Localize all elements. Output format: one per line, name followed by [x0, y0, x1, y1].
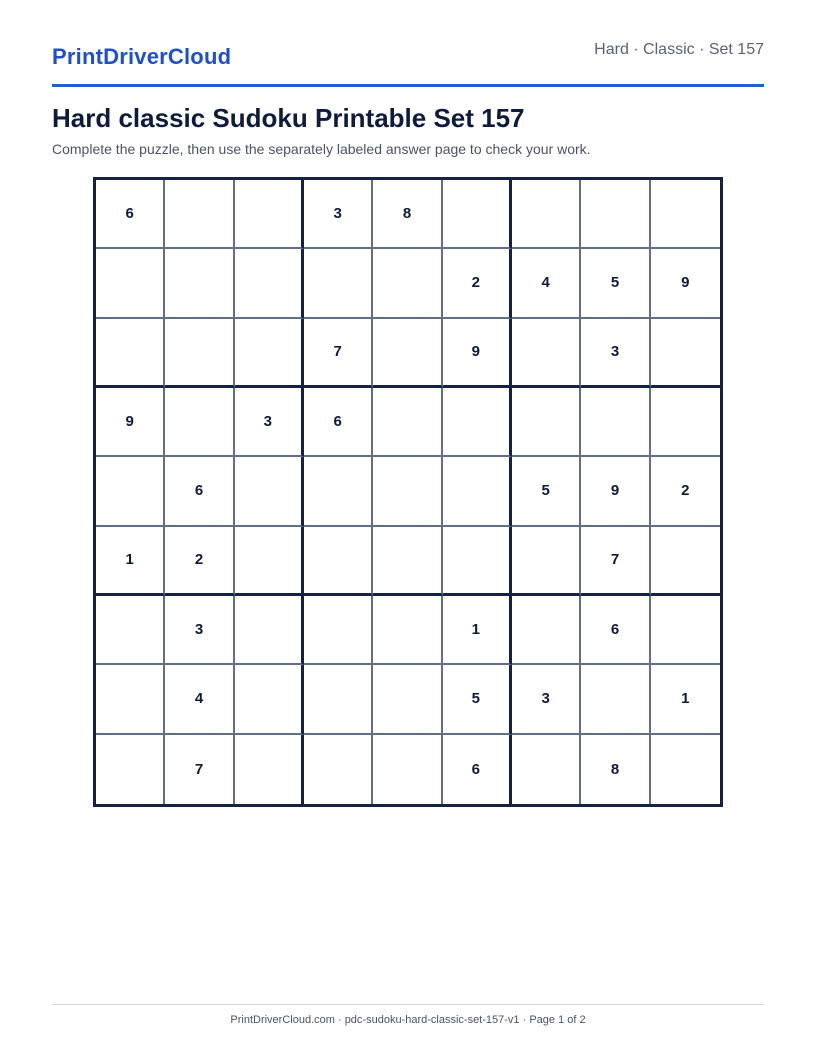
sudoku-cell: 1 [96, 527, 165, 596]
sudoku-cell: 5 [581, 249, 650, 318]
sudoku-cell: 6 [96, 180, 165, 249]
sudoku-cell: 6 [443, 735, 512, 804]
sudoku-cell [512, 180, 581, 249]
sudoku-cell: 7 [304, 319, 373, 388]
sudoku-cell [443, 457, 512, 526]
sudoku-cell: 6 [165, 457, 234, 526]
sudoku-cell: 7 [581, 527, 650, 596]
sudoku-cell [373, 735, 442, 804]
sudoku-cell [96, 596, 165, 665]
sudoku-cell [235, 249, 304, 318]
sudoku-cell [235, 319, 304, 388]
sudoku-cell [96, 249, 165, 318]
sudoku-cell [443, 388, 512, 457]
sudoku-cell: 5 [512, 457, 581, 526]
sudoku-cell: 8 [373, 180, 442, 249]
sudoku-cell [235, 457, 304, 526]
sudoku-cell [512, 735, 581, 804]
sudoku-grid [93, 177, 723, 807]
sudoku-cell [373, 527, 442, 596]
sudoku-cell [373, 665, 442, 734]
sudoku-cell: 8 [581, 735, 650, 804]
sudoku-cell: 1 [443, 596, 512, 665]
sudoku-cell [512, 319, 581, 388]
sudoku-cell: 9 [443, 319, 512, 388]
sudoku-cell [651, 388, 720, 457]
sudoku-cell [373, 249, 442, 318]
sudoku-cell: 3 [165, 596, 234, 665]
sudoku-cell [651, 596, 720, 665]
sudoku-cell [96, 457, 165, 526]
sudoku-cell [235, 596, 304, 665]
sudoku-cell: 1 [651, 665, 720, 734]
sudoku-cell [373, 319, 442, 388]
sudoku-cell [443, 180, 512, 249]
sudoku-cell [443, 527, 512, 596]
sudoku-cell [304, 596, 373, 665]
page-header [52, 38, 764, 87]
sudoku-cell [96, 319, 165, 388]
sudoku-cell: 9 [581, 457, 650, 526]
sudoku-cell [651, 319, 720, 388]
sudoku-cell [304, 665, 373, 734]
sudoku-cell [581, 180, 650, 249]
sudoku-cell: 9 [96, 388, 165, 457]
sudoku-cell [235, 735, 304, 804]
sudoku-cell [512, 388, 581, 457]
sudoku-cell [235, 527, 304, 596]
sudoku-cell [581, 388, 650, 457]
sudoku-cell [165, 319, 234, 388]
sudoku-cell: 2 [165, 527, 234, 596]
sudoku-cell [304, 735, 373, 804]
sudoku-cell: 4 [165, 665, 234, 734]
sudoku-cell: 9 [651, 249, 720, 318]
sudoku-cell [304, 527, 373, 596]
sudoku-cell [373, 457, 442, 526]
sudoku-cell [651, 527, 720, 596]
sudoku-cell [165, 180, 234, 249]
sudoku-cell: 3 [235, 388, 304, 457]
sudoku-cell [512, 596, 581, 665]
sudoku-cell [373, 596, 442, 665]
sudoku-cell [373, 388, 442, 457]
page-subtitle: Complete the puzzle, then use the separately labeled answer page to check your work. [52, 141, 591, 157]
sudoku-cell: 2 [651, 457, 720, 526]
sudoku-cell: 6 [581, 596, 650, 665]
sudoku-cell [651, 180, 720, 249]
sudoku-cell [235, 180, 304, 249]
sudoku-cell: 7 [165, 735, 234, 804]
sudoku-cell [96, 665, 165, 734]
sudoku-cell: 4 [512, 249, 581, 318]
sudoku-cell [512, 527, 581, 596]
sudoku-cell [96, 735, 165, 804]
sudoku-cell [304, 457, 373, 526]
sudoku-cell: 3 [304, 180, 373, 249]
sudoku-cell [165, 249, 234, 318]
puzzle-meta-label: Hard · Classic · Set 157 [594, 41, 764, 58]
page-footer: PrintDriverCloud.com · pdc-sudoku-hard-classic-set-157-v1 · Page 1 of 2 [52, 1004, 764, 1026]
sudoku-cell: 3 [581, 319, 650, 388]
sudoku-cell: 6 [304, 388, 373, 457]
sudoku-cell [581, 665, 650, 734]
sudoku-cell [651, 735, 720, 804]
sudoku-cell [165, 388, 234, 457]
page-title: Hard classic Sudoku Printable Set 157 [52, 103, 525, 133]
sudoku-cell: 3 [512, 665, 581, 734]
sudoku-cell: 2 [443, 249, 512, 318]
sudoku-cell [304, 249, 373, 318]
brand-logo-text: PrintDriverCloud [52, 44, 232, 69]
sudoku-cell [235, 665, 304, 734]
sudoku-cell: 5 [443, 665, 512, 734]
